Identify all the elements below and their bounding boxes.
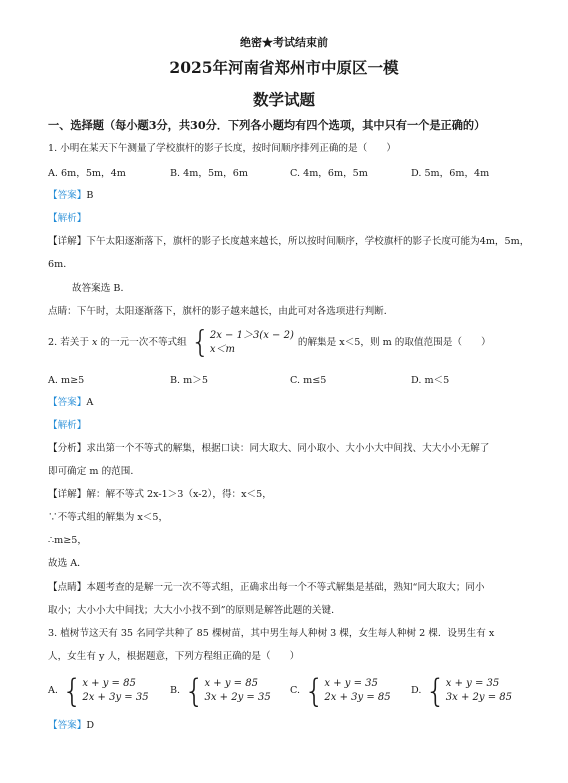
section-title: 一、选择题（每小题3分，共30分．下列各小题均有四个选项，其中只有一个是正确的） bbox=[48, 118, 486, 132]
answer-tag: 【答案】 bbox=[48, 397, 87, 408]
brace-symbol: { bbox=[61, 672, 83, 710]
equation-lines bbox=[446, 677, 512, 705]
q2-dianjing-line2: 取小；大小小大中间找；大大小小找不到”的原则是解答此题的关键． bbox=[48, 605, 341, 616]
q1-comment: 点睛：下午时，太阳逐渐落下，旗杆的影子越来越长，由此可对各选项进行判断． bbox=[48, 306, 394, 317]
equation-lines bbox=[324, 677, 390, 705]
equation-1: x + y = 35 bbox=[445, 678, 500, 689]
q2-stem-middle: 的一元一次不等式组 bbox=[100, 337, 187, 348]
q3-option-c bbox=[290, 672, 391, 710]
q3-stem-line2: 人，女生有 y 人，根据题意，下列方程组正确的是（ ） bbox=[48, 651, 300, 662]
equation-1: x + y = 35 bbox=[324, 678, 378, 689]
analysis-tag: 【解析】 bbox=[48, 420, 87, 431]
q1-answer: B bbox=[86, 190, 94, 201]
equation-2: 2x + 3y = 35 bbox=[82, 692, 149, 703]
q2-fenxi-line2: 即可确定 m 的范围． bbox=[48, 466, 140, 477]
q2-answer-line bbox=[48, 397, 93, 409]
q2-conclusion: 故选 A． bbox=[48, 558, 87, 569]
brace-symbol: { bbox=[190, 325, 210, 360]
q2-fenxi-line1 bbox=[48, 443, 489, 455]
q3-option-b bbox=[170, 672, 271, 710]
dianjing-tag: 【点睛】 bbox=[48, 582, 87, 593]
q3-answer-line bbox=[48, 720, 94, 732]
analysis-tag: 【解析】 bbox=[48, 213, 87, 224]
q1-conclusion: 故答案选 B． bbox=[72, 283, 131, 294]
equation-1: x + y = 85 bbox=[204, 678, 258, 689]
detail-tag: 【详解】 bbox=[48, 236, 87, 247]
system-lines bbox=[210, 329, 294, 357]
equation-2: 3x + 2y = 35 bbox=[204, 692, 271, 703]
q2-dianjing-line1 bbox=[48, 582, 485, 594]
confidential-label: 绝密★考试结束前 bbox=[240, 36, 328, 49]
option-label: B. bbox=[170, 685, 181, 696]
q1-option-a: A. 6m，5m，4m bbox=[48, 168, 126, 179]
q2-detail-text: 解：解不等式 2x-1＞3（x-2），得：x＜5， bbox=[86, 489, 272, 500]
q1-detail-line2: 6m． bbox=[48, 259, 73, 270]
subject-title: 数学试题 bbox=[252, 90, 315, 109]
q2-inequality-system bbox=[190, 325, 294, 360]
q2-fenxi-text: 求出第一个不等式的解集，根据口诀：同大取大、同小取小、大小小大中间找、大大小小无解了 bbox=[86, 443, 490, 454]
equation-lines bbox=[82, 677, 148, 705]
option-label: D. bbox=[411, 685, 422, 696]
q2-option-b: B. m＞5 bbox=[170, 375, 208, 386]
option-label: A. bbox=[48, 685, 58, 696]
equation-lines bbox=[204, 677, 270, 705]
q2-stem-after: 的解集是 x＜5，则 m 的取值范围是（ ） bbox=[297, 337, 491, 348]
fenxi-tag: 【分析】 bbox=[48, 443, 87, 454]
q2-stem-before: 2. 若关于 bbox=[48, 337, 89, 348]
answer-tag: 【答案】 bbox=[48, 720, 87, 731]
q2-detail-line bbox=[48, 489, 272, 501]
brace-symbol: { bbox=[184, 672, 205, 710]
exam-title: 2025年河南省郑州市中原区一模 bbox=[169, 58, 399, 77]
q2-because: ∵不等式组的解集为 x＜5， bbox=[48, 512, 169, 523]
system-line-2: x＜m bbox=[209, 344, 235, 355]
brace-symbol: { bbox=[425, 672, 446, 710]
q2-option-d: D. m＜5 bbox=[411, 375, 450, 386]
q2-var-x: x bbox=[91, 337, 98, 348]
q3-answer: D bbox=[86, 720, 95, 731]
q3-stem-line1: 3. 植树节这天有 35 名同学共种了 85 棵树苗，其中男生每人种树 3 棵，女生每人种树 2 棵．设男生有 x bbox=[48, 628, 495, 639]
system-line-1: 2x − 1＞3(x − 2) bbox=[209, 330, 294, 341]
q2-answer: A bbox=[86, 397, 94, 408]
q2-option-a: A. m≥5 bbox=[48, 375, 85, 386]
equation-1: x + y = 85 bbox=[82, 678, 136, 689]
q2-dianjing-text: 本题考查的是解一元一次不等式组，正确求出每一个不等式解集是基础，熟知“同大取大；同小 bbox=[86, 582, 485, 593]
q1-option-b: B. 4m，5m，6m bbox=[170, 168, 248, 179]
answer-tag: 【答案】 bbox=[48, 190, 87, 201]
q1-option-c: C. 4m，6m，5m bbox=[290, 168, 368, 179]
q1-detail-text: 下午太阳逐渐落下，旗杆的影子长度越来越长，所以按时间顺序，学校旗杆的影子长度可能为4m，5m， bbox=[86, 236, 530, 247]
q1-detail-line1 bbox=[48, 236, 529, 248]
q2-therefore: ∴m≥5， bbox=[48, 535, 87, 546]
q1-option-d: D. 5m，6m，4m bbox=[411, 168, 490, 179]
q2-stem bbox=[48, 325, 491, 360]
detail-tag: 【详解】 bbox=[48, 489, 87, 500]
q3-option-a bbox=[48, 672, 149, 710]
q1-stem: 1. 小明在某天下午测量了学校旗杆的影子长度，按时间顺序排列正确的是（ ） bbox=[48, 143, 396, 154]
q3-option-d bbox=[411, 672, 512, 710]
option-label: C. bbox=[290, 685, 301, 696]
q1-answer-line bbox=[48, 190, 93, 202]
equation-2: 3x + 2y = 85 bbox=[445, 692, 512, 703]
equation-2: 2x + 3y = 85 bbox=[324, 692, 391, 703]
brace-symbol: { bbox=[304, 672, 325, 710]
q2-option-c: C. m≤5 bbox=[290, 375, 327, 386]
